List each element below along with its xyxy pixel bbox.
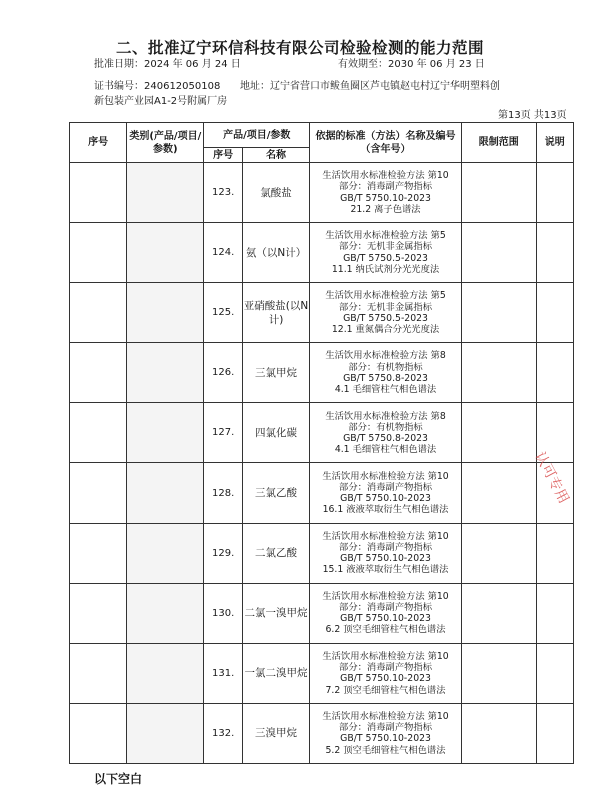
item-name: 三氯甲烷 [242,343,309,403]
standard-line: 4.1 毛细管柱气相色谱法 [334,384,437,396]
standard-line: GB/T 5750.8-2023 [343,372,428,384]
standard-line: 生活饮用水标准检验方法 第10 [322,590,449,602]
standard-line: 部分：有机物指标 [348,361,423,373]
limit-cell [461,703,536,763]
item-name: 氯酸盐 [242,163,309,223]
row-seq-cell [70,163,127,223]
address-line-2: 新包装产业园A1-2号附属厂房 [94,96,228,107]
limit-cell [461,463,536,523]
limit-cell [461,163,536,223]
table-body [70,163,574,764]
header-standard: 依据的标准（方法）名称及编号（含年号） [310,123,462,163]
standard-line: 6.2 顶空毛细管柱气相色谱法 [325,624,446,636]
item-name: 三氯乙酸 [242,463,309,523]
table-row [70,223,574,283]
table-row [70,343,574,403]
table-row [70,643,574,703]
page-info: 第13页 共13页 [498,110,567,121]
standard-cell [310,343,462,403]
standard-cell [310,463,462,523]
standard-cell [310,643,462,703]
note-cell [536,523,573,583]
table-row [70,283,574,343]
table-row [70,463,574,523]
table-row [70,403,574,463]
limit-cell [461,283,536,343]
item-number: 130. [204,583,243,643]
item-number: 126. [204,343,243,403]
valid-until: 有效期至：2030 年 06 月 23 日 [338,59,485,70]
standard-line: 生活饮用水标准检验方法 第8 [325,350,446,362]
standard-line: 部分：消毒副产物指标 [339,541,433,553]
note-cell [536,643,573,703]
note-cell [536,283,573,343]
standard-cell [310,163,462,223]
standard-line: 4.1 毛细管柱气相色谱法 [334,444,437,456]
standard-line: 部分：有机物指标 [348,421,423,433]
row-category-cell [127,403,204,463]
row-seq-cell [70,583,127,643]
standard-line: GB/T 5750.10-2023 [340,733,431,745]
standard-line: GB/T 5750.5-2023 [343,252,428,264]
standard-line: 21.2 离子色谱法 [350,203,421,215]
item-number: 127. [204,403,243,463]
standard-line: 生活饮用水标准检验方法 第10 [322,470,449,482]
item-name: 一氯二溴甲烷 [242,643,309,703]
row-category-cell [127,343,204,403]
note-cell [536,703,573,763]
standard-line: 部分：无机非金属指标 [339,301,433,313]
row-seq-cell [70,283,127,343]
certificate-number: 证书编号：240612050108 [94,81,221,92]
table-row [70,583,574,643]
header-item-name: 名称 [242,148,309,163]
standard-line: 7.2 顶空毛细管柱气相色谱法 [325,684,446,696]
standard-line: 生活饮用水标准检验方法 第10 [322,170,449,182]
standard-cell [310,403,462,463]
standard-line: 15.1 液液萃取衍生气相色谱法 [322,564,449,576]
standard-line: GB/T 5750.10-2023 [340,673,431,685]
row-seq-cell [70,403,127,463]
header-product-group: 产品/项目/参数 [204,123,310,148]
item-name: 亚硝酸盐(以N计) [242,283,309,343]
row-category-cell [127,163,204,223]
note-cell [536,583,573,643]
standard-line: 11.1 纳氏试剂分光光度法 [331,263,440,275]
limit-cell [461,583,536,643]
standard-line: 生活饮用水标准检验方法 第8 [325,410,446,422]
row-category-cell [127,703,204,763]
standard-cell [310,583,462,643]
item-number: 124. [204,223,243,283]
header-category: 类别(产品/项目/参数) [127,123,204,163]
standard-line: 生活饮用水标准检验方法 第10 [322,650,449,662]
standard-line: GB/T 5750.8-2023 [343,432,428,444]
header-note: 说明 [536,123,573,163]
table-row [70,163,574,223]
standard-line: 5.2 顶空毛细管柱气相色谱法 [325,744,446,756]
item-name: 二氯乙酸 [242,523,309,583]
item-number: 131. [204,643,243,703]
row-category-cell [127,643,204,703]
capability-table [69,122,574,764]
standard-line: 部分：消毒副产物指标 [339,481,433,493]
item-number: 123. [204,163,243,223]
standard-line: 部分：消毒副产物指标 [339,722,433,734]
page-title: 二、批准辽宁环信科技有限公司检验检测的能力范围 [115,39,484,57]
item-name: 三溴甲烷 [242,703,309,763]
item-name: 氨（以N计） [242,223,309,283]
item-name: 二氯一溴甲烷 [242,583,309,643]
row-seq-cell [70,523,127,583]
standard-line: 12.1 重氮偶合分光光度法 [331,323,440,335]
item-number: 129. [204,523,243,583]
standard-line: 生活饮用水标准检验方法 第5 [325,290,446,302]
row-seq-cell [70,343,127,403]
row-category-cell [127,283,204,343]
limit-cell [461,403,536,463]
standard-line: 部分：无机非金属指标 [339,241,433,253]
standard-line: GB/T 5750.10-2023 [340,553,431,565]
approval-date: 批准日期：2024 年 06 月 24 日 [94,59,241,70]
footer-blank-note: 以下空白 [94,772,143,786]
standard-cell [310,283,462,343]
note-cell [536,163,573,223]
row-category-cell [127,463,204,523]
row-seq-cell [70,463,127,523]
item-number: 128. [204,463,243,523]
item-number: 132. [204,703,243,763]
standard-cell [310,703,462,763]
row-category-cell [127,223,204,283]
item-name: 四氯化碳 [242,403,309,463]
row-seq-cell [70,703,127,763]
standard-line: 16.1 液液萃取衍生气相色谱法 [322,504,449,516]
standard-line: GB/T 5750.5-2023 [343,312,428,324]
standard-line: 生活饮用水标准检验方法 第5 [325,230,446,242]
row-category-cell [127,583,204,643]
standard-line: 生活饮用水标准检验方法 第10 [322,711,449,723]
row-seq-cell [70,643,127,703]
limit-cell [461,343,536,403]
header-seq: 序号 [70,123,127,163]
table-row [70,703,574,763]
standard-cell [310,223,462,283]
address-line-1: 地址：辽宁省营口市鲅鱼圈区芦屯镇赵屯村辽宁华明塑料创 [240,81,500,92]
standard-line: 生活饮用水标准检验方法 第10 [322,530,449,542]
standard-line: 部分：消毒副产物指标 [339,602,433,613]
row-category-cell [127,523,204,583]
standard-line: 部分：消毒副产物指标 [339,181,433,193]
limit-cell [461,523,536,583]
limit-cell [461,643,536,703]
standard-line: 部分：消毒副产物指标 [339,662,433,674]
standard-line: GB/T 5750.10-2023 [340,192,431,204]
approval-stamp: 认可专用 [531,449,572,507]
limit-cell [461,223,536,283]
standard-line: GB/T 5750.10-2023 [340,493,431,505]
table-row [70,523,574,583]
header-item-no: 序号 [204,148,243,163]
standard-cell [310,523,462,583]
row-seq-cell [70,223,127,283]
standard-line: GB/T 5750.10-2023 [340,613,431,625]
note-cell [536,223,573,283]
item-number: 125. [204,283,243,343]
header-limit: 限制范围 [461,123,536,163]
note-cell [536,343,573,403]
